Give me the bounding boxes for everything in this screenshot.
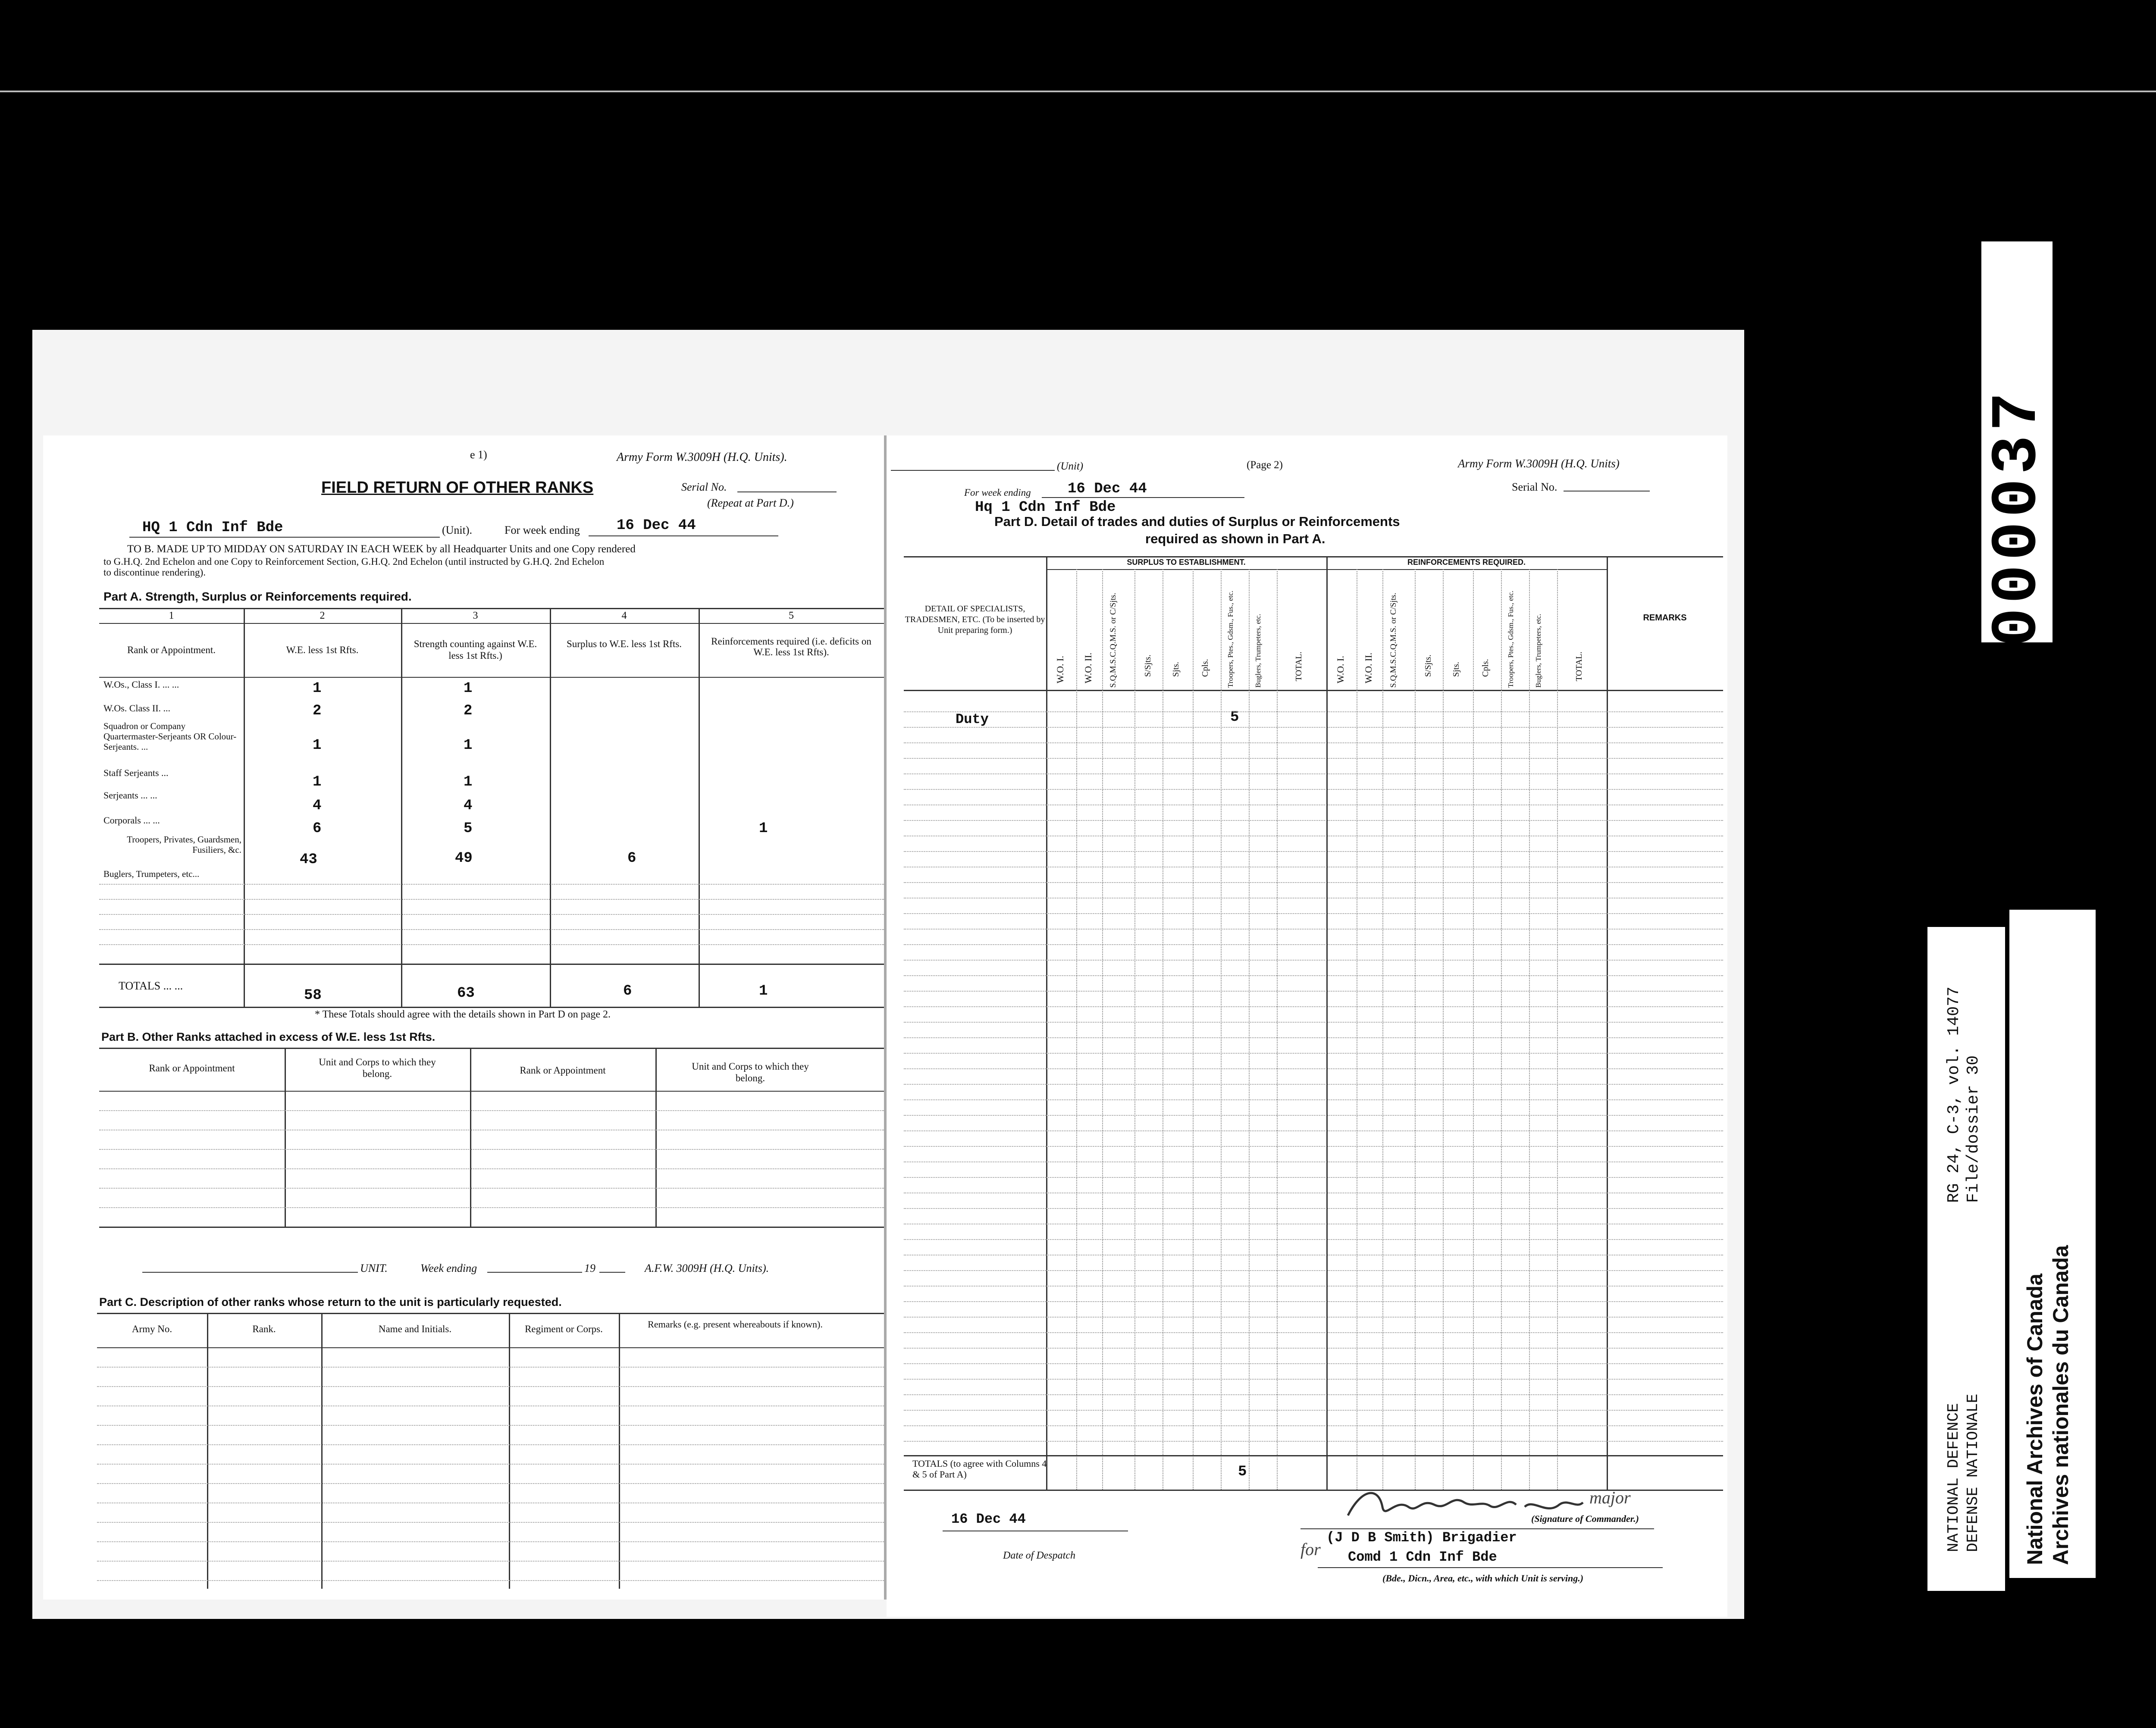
part-b-row-line bbox=[99, 1168, 884, 1169]
week-line bbox=[589, 535, 778, 536]
part-d-row-line bbox=[904, 1363, 1723, 1364]
part-a-reinf: 1 bbox=[759, 820, 768, 837]
tear-unit-label: UNIT. bbox=[360, 1262, 388, 1274]
part-b-col-divider bbox=[655, 1048, 657, 1227]
part-d-header-rule bbox=[904, 690, 1723, 691]
part-a-rank: Serjeants ... ... bbox=[103, 790, 157, 801]
formation-label: (Bde., Dicn., Area, etc., with which Unit is serving.) bbox=[1382, 1573, 1584, 1584]
part-a-col-divider-4 bbox=[699, 608, 700, 1007]
instructions-line1: TO B. MADE UP TO MIDDAY ON SATURDAY IN EACH WEEK by all Headquarter Units and one Copy rendered bbox=[127, 543, 636, 555]
part-a-total-reinf: 1 bbox=[759, 983, 768, 999]
page1-repeat-note: (Repeat at Part D.) bbox=[707, 497, 794, 509]
page2-week-label: For week ending bbox=[964, 487, 1031, 498]
part-a-col-num-2: 2 bbox=[320, 610, 325, 621]
part-d-row-line bbox=[904, 1177, 1723, 1178]
part-a-row-line bbox=[99, 929, 884, 930]
reinf-col-ssjts: S/Sjts. bbox=[1423, 654, 1433, 677]
part-d-top-rule bbox=[904, 556, 1723, 557]
part-d-row-line bbox=[904, 929, 1723, 930]
page1-serial-label: Serial No. bbox=[681, 481, 727, 493]
part-a-col-num-5: 5 bbox=[789, 610, 794, 621]
part-c-col-divider bbox=[321, 1313, 323, 1589]
part-d-row-line bbox=[904, 913, 1723, 914]
part-a-rank: Staff Serjeants ... bbox=[103, 767, 169, 778]
part-c-row-line bbox=[97, 1367, 884, 1368]
part-c-header-army-no: Army No. bbox=[132, 1324, 172, 1334]
part-a-totals-rule bbox=[99, 964, 884, 965]
part-d-totals-rule bbox=[904, 1455, 1723, 1456]
part-a-strength: 1 bbox=[464, 680, 473, 697]
part-a-strength: 4 bbox=[464, 798, 473, 814]
reinf-col-cpls: Cpls. bbox=[1481, 659, 1490, 677]
surplus-col-buglers: Buglers, Trumpeters, etc. bbox=[1254, 614, 1262, 688]
archive-department-line2: DEFENSE NATIONALE bbox=[1964, 1393, 1982, 1552]
page2-serial-label: Serial No. bbox=[1512, 481, 1557, 493]
part-d-surplus-header: SURPLUS TO ESTABLISHMENT. bbox=[1127, 558, 1246, 567]
part-d-row-line bbox=[904, 1441, 1723, 1442]
part-c-heading: Part C. Description of other ranks whose return to the unit is particularly requested. bbox=[99, 1296, 562, 1309]
part-d-subcol bbox=[1382, 569, 1383, 1490]
part-d-title-line1: Part D. Detail of trades and duties of Surplus or Reinforcements bbox=[994, 514, 1400, 529]
part-c-header-rule bbox=[97, 1347, 884, 1348]
part-a-bottom-rule bbox=[99, 1007, 884, 1008]
part-d-total-ptes-surplus: 5 bbox=[1238, 1464, 1247, 1480]
part-d-row-line bbox=[904, 727, 1723, 728]
part-a-rank: W.Os. Class II. ... bbox=[103, 703, 171, 714]
page-one bbox=[43, 435, 884, 1600]
part-a-footnote: * These Totals should agree with the details shown in Part D on page 2. bbox=[315, 1009, 611, 1020]
part-a-rank: Buglers, Trumpeters, etc... bbox=[103, 869, 200, 879]
part-a-total-surplus: 6 bbox=[623, 983, 632, 999]
part-d-subcol bbox=[1193, 569, 1194, 1490]
part-d-row-line bbox=[904, 820, 1723, 821]
part-d-row-line bbox=[904, 1084, 1723, 1085]
part-d-row-line bbox=[904, 1286, 1723, 1287]
part-d-subcol bbox=[1557, 569, 1558, 1490]
part-c-header-name: Name and Initials. bbox=[378, 1324, 452, 1334]
part-a-total-we: 58 bbox=[304, 987, 322, 1004]
part-d-totals-label: TOTALS (to agree with Columns 4 & 5 of Part A) bbox=[912, 1458, 1047, 1480]
signer-line1: (J D B Smith) Brigadier bbox=[1326, 1530, 1517, 1546]
part-a-rank: Corporals ... ... bbox=[103, 815, 160, 826]
part-c-row-line bbox=[97, 1464, 884, 1465]
part-d-row-line bbox=[904, 1006, 1723, 1007]
part-d-row-line bbox=[904, 1208, 1723, 1209]
part-c-header-remarks: Remarks (e.g. present whereabouts if known). bbox=[648, 1319, 823, 1330]
part-a-rank: Troopers, Privates, Guardsmen, Fusiliers, &c. bbox=[127, 834, 241, 855]
part-a-header-we: W.E. less 1st Rfts. bbox=[286, 645, 359, 655]
part-a-col-num-4: 4 bbox=[621, 610, 627, 621]
part-d-row-line bbox=[904, 1037, 1723, 1038]
page2-unit-value: Hq 1 Cdn Inf Bde bbox=[975, 499, 1116, 516]
page1-form-name: Army Form W.3009H (H.Q. Units). bbox=[617, 451, 787, 464]
handwritten-signature-prefix: for bbox=[1300, 1540, 1321, 1559]
part-d-subcol bbox=[1501, 569, 1502, 1490]
part-d-subcol bbox=[1443, 569, 1444, 1490]
reinf-col-sqms: S.Q.M.S.C.Q.M.S. or C/Sjts. bbox=[1389, 592, 1398, 688]
part-a-we: 1 bbox=[313, 680, 322, 697]
part-a-strength: 1 bbox=[464, 737, 473, 754]
reinf-col-total: TOTAL. bbox=[1574, 651, 1584, 681]
part-d-row-line bbox=[904, 742, 1723, 743]
part-a-col-divider-3 bbox=[550, 608, 551, 1007]
reinf-col-wo1: W.O. I. bbox=[1335, 656, 1346, 683]
signer-line2: Comd 1 Cdn Inf Bde bbox=[1348, 1549, 1497, 1565]
surplus-col-ssjts: S/Sjts. bbox=[1143, 654, 1153, 677]
archive-reference-line1: RG 24, C-3, vol. 14077 bbox=[1945, 986, 1963, 1203]
part-a-strength: 49 bbox=[455, 850, 473, 867]
part-b-header-rank-2: Rank or Appointment bbox=[520, 1065, 606, 1076]
part-c-row-line bbox=[97, 1386, 884, 1387]
part-a-strength: 5 bbox=[464, 820, 473, 837]
tear-year-label: 19 bbox=[584, 1262, 595, 1274]
part-d-row-line bbox=[904, 960, 1723, 961]
part-a-col-divider-1 bbox=[244, 608, 245, 1007]
part-b-row-line bbox=[99, 1110, 884, 1111]
part-a-we: 2 bbox=[313, 703, 322, 719]
part-d-subcol bbox=[1277, 569, 1278, 1490]
part-d-title-line2: required as shown in Part A. bbox=[1145, 531, 1326, 546]
handwritten-signature-suffix: major bbox=[1589, 1488, 1631, 1507]
part-a-totals-label: TOTALS ... ... bbox=[119, 980, 183, 992]
archive-department-line1: NATIONAL DEFENCE bbox=[1945, 1403, 1962, 1552]
part-d-row-line bbox=[904, 1348, 1723, 1349]
surplus-col-total: TOTAL. bbox=[1294, 651, 1304, 681]
part-b-bottom-rule bbox=[99, 1227, 884, 1228]
part-d-row-ptes-surplus: 5 bbox=[1230, 709, 1239, 726]
part-a-row-line bbox=[99, 914, 884, 915]
part-c-col-divider bbox=[207, 1313, 208, 1589]
part-c-row-line bbox=[97, 1522, 884, 1523]
page1-unit-value: HQ 1 Cdn Inf Bde bbox=[142, 520, 283, 536]
reinf-col-sjts: Sjts. bbox=[1451, 661, 1461, 677]
page2-week-line bbox=[1042, 497, 1244, 498]
page1-week-label: For week ending bbox=[505, 524, 580, 536]
part-d-row-line bbox=[904, 789, 1723, 790]
page2-week-value: 16 Dec 44 bbox=[1068, 481, 1147, 497]
surplus-col-sqms: S.Q.M.S.C.Q.M.S. or C/Sjts. bbox=[1109, 592, 1118, 688]
part-d-row-line bbox=[904, 975, 1723, 976]
part-c-header-rank: Rank. bbox=[252, 1324, 276, 1334]
part-a-heading: Part A. Strength, Surplus or Reinforcements required. bbox=[103, 590, 412, 603]
part-d-subcol bbox=[1221, 569, 1222, 1490]
despatch-label: Date of Despatch bbox=[1003, 1550, 1075, 1561]
page2-form-name: Army Form W.3009H (H.Q. Units) bbox=[1458, 457, 1620, 470]
page1-page-label: e 1) bbox=[470, 448, 487, 461]
part-a-rank: Squadron or Company Quartermaster-Serjeants OR Colour-Serjeants. ... bbox=[103, 721, 237, 752]
part-a-strength: 2 bbox=[464, 703, 473, 719]
part-b-header-unit-1: Unit and Corps to which they belong. bbox=[319, 1057, 436, 1079]
reinf-col-wo2: W.O. II. bbox=[1363, 652, 1374, 683]
part-a-header-reinf: Reinforcements required (i.e. deficits on W.E. less 1st Rfts). bbox=[711, 636, 871, 657]
part-b-row-line bbox=[99, 1188, 884, 1189]
part-d-row-line bbox=[904, 1161, 1723, 1162]
part-d-reinf-header: REINFORCEMENTS REQUIRED. bbox=[1407, 558, 1526, 567]
part-d-row-line bbox=[904, 1053, 1723, 1054]
part-a-row-line bbox=[99, 899, 884, 900]
stamp-number: 000037 bbox=[1981, 388, 2055, 647]
part-d-subcol bbox=[1415, 569, 1416, 1490]
part-a-col-num-1: 1 bbox=[169, 610, 174, 621]
part-d-row-line bbox=[904, 1379, 1723, 1380]
part-a-surplus: 6 bbox=[627, 850, 636, 867]
part-d-subcol bbox=[1473, 569, 1474, 1490]
part-a-total-strength: 63 bbox=[457, 985, 475, 1002]
part-c-row-line bbox=[97, 1541, 884, 1542]
tear-line-week bbox=[487, 1272, 582, 1273]
signature-line bbox=[1300, 1528, 1654, 1529]
part-c-row-line bbox=[97, 1444, 884, 1445]
part-d-row-line bbox=[904, 991, 1723, 992]
part-a-we: 1 bbox=[313, 737, 322, 754]
page1-week-value: 16 Dec 44 bbox=[617, 517, 696, 534]
part-d-row-detail: Duty bbox=[956, 711, 989, 727]
part-d-row-line bbox=[904, 851, 1723, 852]
part-a-col-num-3: 3 bbox=[473, 610, 478, 621]
part-d-row-line bbox=[904, 711, 1723, 712]
part-d-row-line bbox=[904, 1099, 1723, 1100]
part-b-col-divider bbox=[285, 1048, 286, 1227]
part-d-row-line bbox=[904, 1146, 1723, 1147]
part-d-row-line bbox=[904, 1410, 1723, 1411]
part-a-top-rule bbox=[99, 608, 884, 609]
part-c-col-divider bbox=[619, 1313, 620, 1589]
tear-form-label: A.F.W. 3009H (H.Q. Units). bbox=[645, 1262, 769, 1274]
part-d-row-line bbox=[904, 1270, 1723, 1271]
page2-unit-label: (Unit) bbox=[1057, 460, 1084, 472]
part-a-col-divider-2 bbox=[401, 608, 402, 1007]
part-b-header-rank-1: Rank or Appointment bbox=[149, 1063, 235, 1074]
part-a-we: 43 bbox=[300, 851, 317, 868]
surplus-col-wo1: W.O. I. bbox=[1055, 656, 1065, 683]
part-d-subcol bbox=[1249, 569, 1250, 1490]
reinf-col-ptes: Troopers, Ptes., Gdsm., Fus., etc. bbox=[1507, 590, 1515, 688]
part-c-row-line bbox=[97, 1483, 884, 1484]
part-d-subcol bbox=[1076, 569, 1077, 1490]
tear-line-year bbox=[599, 1272, 625, 1273]
part-a-we: 4 bbox=[313, 798, 322, 814]
formation-line bbox=[1318, 1567, 1663, 1568]
instructions-line3: to discontinue rendering). bbox=[103, 567, 206, 578]
part-c-top-rule bbox=[97, 1313, 884, 1314]
part-d-subcol bbox=[1529, 569, 1530, 1490]
page2-page-label: (Page 2) bbox=[1247, 459, 1283, 471]
part-c-col-divider bbox=[509, 1313, 510, 1589]
part-d-col-divider bbox=[1607, 556, 1608, 1490]
instructions-line2: to G.H.Q. 2nd Echelon and one Copy to Reinforcement Section, G.H.Q. 2nd Echelon (until instructed by G.H.Q. 2nd Echelon bbox=[103, 556, 605, 567]
part-d-row-line bbox=[904, 882, 1723, 883]
surplus-col-ptes: Troopers, Ptes., Gdsm., Fus., etc. bbox=[1226, 590, 1235, 688]
part-d-row-line bbox=[904, 1239, 1723, 1240]
part-d-row-line bbox=[904, 1317, 1723, 1318]
archive-reference-line2: File/dossier 30 bbox=[1964, 1055, 1983, 1203]
part-d-row-line bbox=[904, 1022, 1723, 1023]
part-b-heading: Part B. Other Ranks attached in excess of W.E. less 1st Rfts. bbox=[101, 1030, 436, 1043]
part-a-we: 1 bbox=[313, 774, 322, 790]
part-b-row-line bbox=[99, 1207, 884, 1208]
part-c-row-line bbox=[97, 1580, 884, 1581]
part-d-row-line bbox=[904, 1068, 1723, 1069]
part-a-header-rule bbox=[99, 677, 884, 678]
signature-label: (Signature of Commander.) bbox=[1531, 1513, 1639, 1524]
tear-week-label: Week ending bbox=[420, 1262, 477, 1274]
part-a-rank: W.Os., Class I. ... ... bbox=[103, 679, 179, 690]
part-a-row-line bbox=[99, 884, 884, 885]
part-d-row-line bbox=[904, 1301, 1723, 1302]
part-b-header-unit-2: Unit and Corps to which they belong. bbox=[692, 1061, 809, 1083]
part-a-header-strength: Strength counting against W.E. less 1st Rfts.) bbox=[414, 639, 537, 661]
surplus-col-cpls: Cpls. bbox=[1200, 659, 1210, 677]
part-d-remarks-header: REMARKS bbox=[1643, 613, 1687, 623]
unit-line bbox=[129, 537, 440, 538]
part-a-row-line bbox=[99, 944, 884, 945]
part-b-row-line bbox=[99, 1149, 884, 1150]
reinf-col-buglers: Buglers, Trumpeters, etc. bbox=[1534, 614, 1542, 688]
part-d-col-divider bbox=[1326, 556, 1328, 1490]
part-b-header-rule bbox=[99, 1091, 884, 1092]
tear-line-unit bbox=[142, 1272, 358, 1273]
scan-border-line bbox=[0, 91, 2156, 92]
serial-line bbox=[737, 491, 837, 492]
page-two bbox=[887, 435, 1727, 1617]
part-d-row-line bbox=[904, 1332, 1723, 1333]
part-a-numrow-rule bbox=[99, 623, 884, 624]
part-d-row-line bbox=[904, 758, 1723, 759]
surplus-col-wo2: W.O. II. bbox=[1083, 652, 1094, 683]
part-a-header-rank: Rank or Appointment. bbox=[127, 645, 216, 655]
despatch-date: 16 Dec 44 bbox=[951, 1511, 1026, 1527]
surplus-col-sjts: Sjts. bbox=[1171, 661, 1181, 677]
part-c-row-line bbox=[97, 1425, 884, 1426]
part-a-header-surplus: Surplus to W.E. less 1st Rfts. bbox=[566, 639, 682, 649]
part-d-row-line bbox=[904, 1394, 1723, 1395]
part-c-header-regiment: Regiment or Corps. bbox=[525, 1324, 603, 1334]
part-d-row-line bbox=[904, 1130, 1723, 1131]
archive-name-fr: Archives nationales du Canada bbox=[2049, 1245, 2073, 1565]
part-d-row-line bbox=[904, 773, 1723, 774]
part-c-row-line bbox=[97, 1561, 884, 1562]
archive-name-en: National Archives of Canada bbox=[2023, 1273, 2047, 1565]
part-d-detail-header: DETAIL OF SPECIALISTS, TRADESMEN, ETC. (To be inserted by Unit preparing form.) bbox=[905, 604, 1045, 635]
part-d-row-line bbox=[904, 944, 1723, 945]
part-d-subcol bbox=[1134, 569, 1135, 1490]
part-d-row-line bbox=[904, 1425, 1723, 1426]
part-b-top-rule bbox=[99, 1048, 884, 1049]
part-d-row-line bbox=[904, 1115, 1723, 1116]
page2-unit-line bbox=[891, 470, 1055, 471]
part-d-subcol bbox=[1102, 569, 1103, 1490]
part-a-we: 6 bbox=[313, 820, 322, 837]
part-a-strength: 1 bbox=[464, 774, 473, 790]
part-d-col-divider bbox=[1046, 556, 1047, 1490]
page1-unit-label: (Unit). bbox=[442, 524, 473, 536]
page1-title: FIELD RETURN OF OTHER RANKS bbox=[321, 479, 594, 497]
